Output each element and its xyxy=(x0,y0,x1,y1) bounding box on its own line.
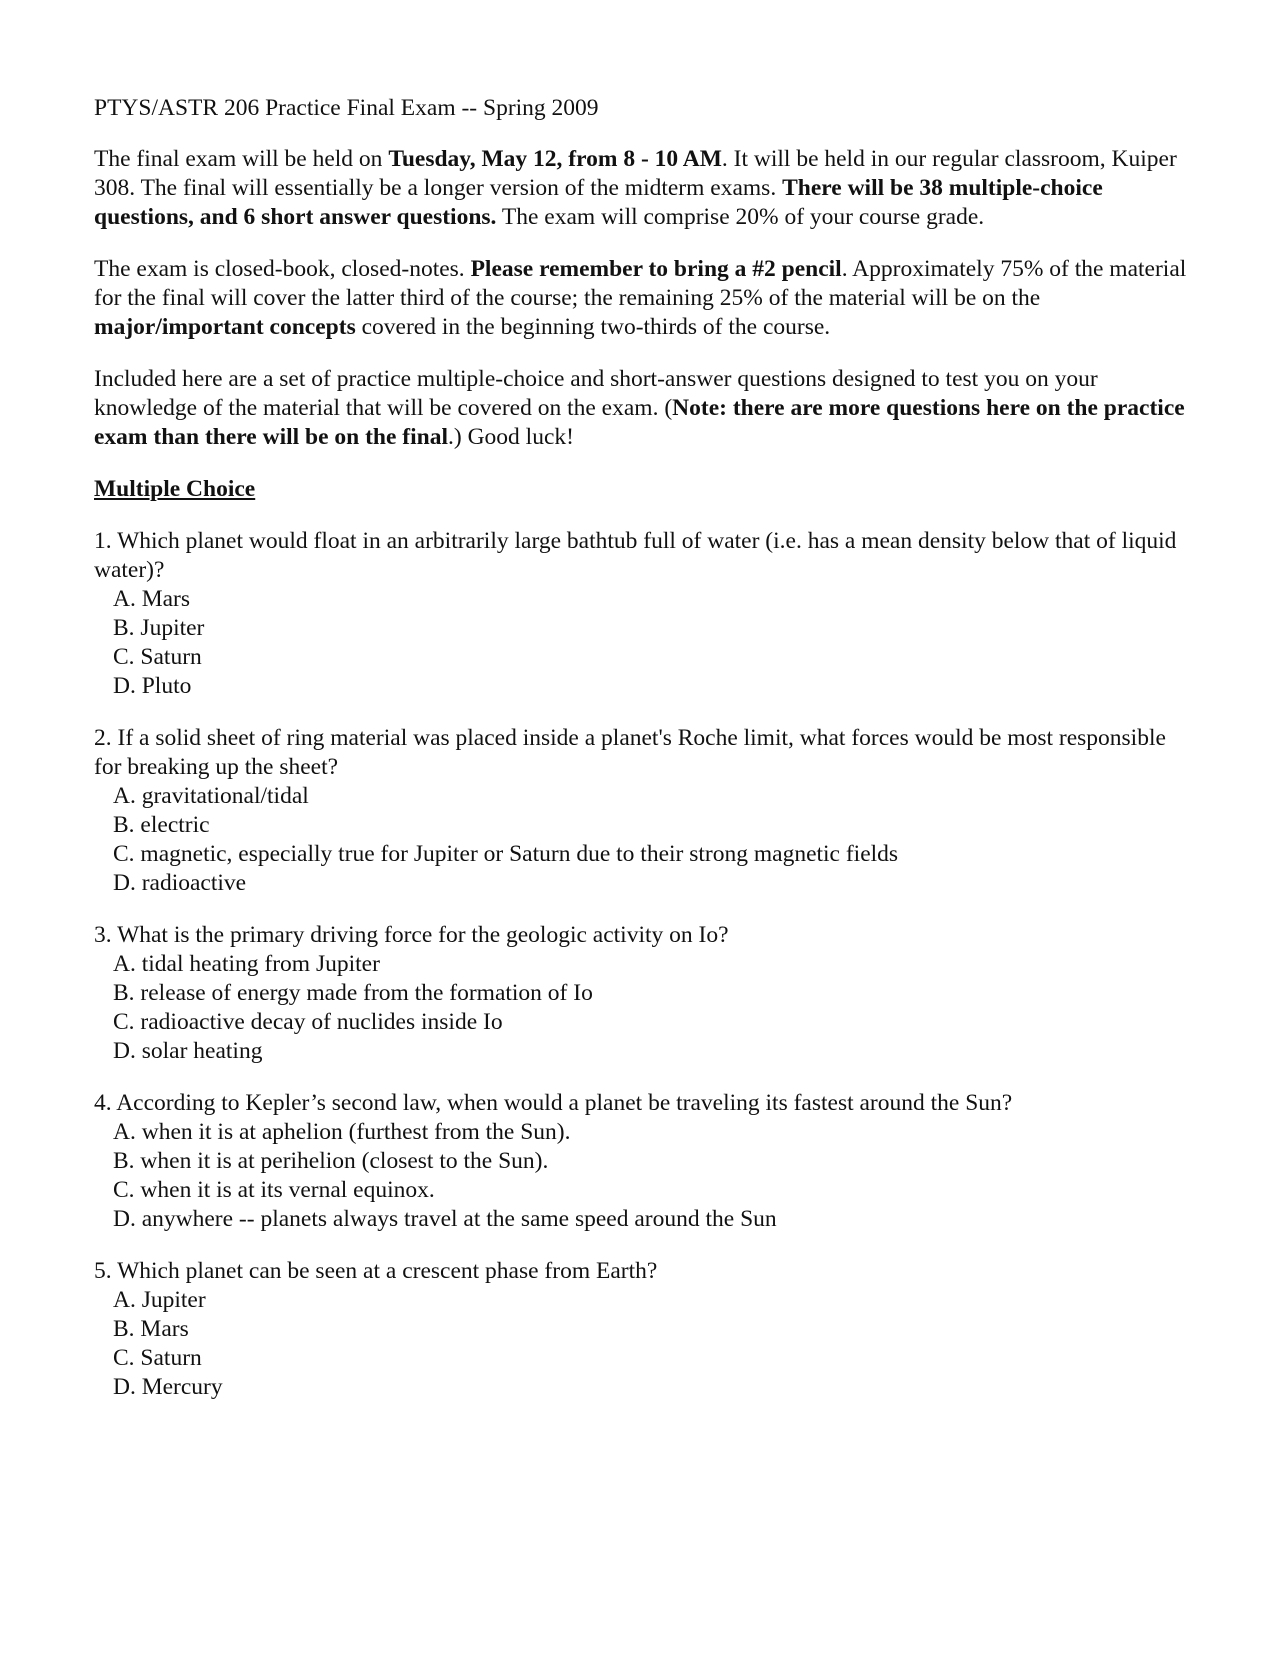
question-text: 1. Which planet would float in an arbitrarily large bathtub full of water (i.e. has a mean density below that of liquid water)? xyxy=(94,528,1177,583)
intro-text-bold: Tuesday, May 12, from 8 - 10 AM xyxy=(388,146,722,172)
answer-option: C. Saturn xyxy=(113,644,202,670)
exam-page xyxy=(94,94,1194,1425)
answer-option: B. Mars xyxy=(113,1316,189,1342)
answer-options xyxy=(94,950,1194,1066)
intro-text: . Approximately 75% of the material for the final will cover the latter third of the course; the remaining 25% of the material will be on the xyxy=(94,256,1187,311)
intro-text: . It will be held in our regular classroom, Kuiper 308. The final will essentially be a longer version of the midterm exams. xyxy=(94,146,1177,201)
answer-option: D. anywhere -- planets always travel at the same speed around the Sun xyxy=(113,1206,777,1232)
intro-text: The exam will comprise 20% of your course grade. xyxy=(496,204,985,230)
intro-text: The exam is closed-book, closed-notes. xyxy=(94,256,471,282)
answer-option: A. when it is at aphelion (furthest from the Sun). xyxy=(113,1119,571,1145)
answer-option: A. tidal heating from Jupiter xyxy=(113,951,380,977)
answer-option: D. Mercury xyxy=(113,1374,223,1400)
answer-option: A. Jupiter xyxy=(113,1287,206,1313)
answer-option: C. Saturn xyxy=(113,1345,202,1371)
answer-option: D. radioactive xyxy=(113,870,247,896)
answer-option: A. Mars xyxy=(113,586,191,612)
answer-options xyxy=(94,585,1194,701)
answer-option: C. radioactive decay of nuclides inside Io xyxy=(113,1009,503,1035)
question-4 xyxy=(94,1089,1194,1234)
answer-option: B. release of energy made from the formation of Io xyxy=(113,980,593,1006)
intro-text-bold: Please remember to bring a #2 pencil xyxy=(470,256,842,282)
intro-paragraph-schedule xyxy=(94,145,1194,232)
question-1 xyxy=(94,527,1194,701)
intro-paragraph-rules xyxy=(94,255,1194,342)
intro-text: covered in the beginning two-thirds of the course. xyxy=(355,314,831,340)
question-text: 3. What is the primary driving force for the geologic activity on Io? xyxy=(94,922,729,948)
answer-options xyxy=(94,1286,1194,1402)
answer-options xyxy=(94,1118,1194,1234)
intro-text: Included here are a set of practice multiple-choice and short-answer questions designed to test you on your knowledge of the material that will be covered on the exam. ( xyxy=(94,366,1098,421)
answer-option: C. when it is at its vernal equinox. xyxy=(113,1177,435,1203)
intro-text: The final exam will be held on xyxy=(94,146,389,172)
question-text: 4. According to Kepler’s second law, when would a planet be traveling its fastest around the Sun? xyxy=(94,1090,1013,1116)
question-5 xyxy=(94,1257,1194,1402)
answer-option: B. Jupiter xyxy=(113,615,205,641)
answer-option: D. solar heating xyxy=(113,1038,263,1064)
answer-option: C. magnetic, especially true for Jupiter or Saturn due to their strong magnetic fields xyxy=(113,841,899,867)
section-heading-multiple-choice: Multiple Choice xyxy=(94,476,256,502)
answer-option: B. electric xyxy=(113,812,210,838)
intro-text: .) Good luck! xyxy=(448,424,574,450)
question-3 xyxy=(94,921,1194,1066)
question-text: 2. If a solid sheet of ring material was placed inside a planet's Roche limit, what forces would be most responsible for breaking up the sheet? xyxy=(94,725,1166,780)
answer-option: B. when it is at perihelion (closest to the Sun). xyxy=(113,1148,549,1174)
intro-text-bold: major/important concepts xyxy=(94,314,356,340)
intro-paragraph-practice xyxy=(94,365,1194,452)
exam-title: PTYS/ASTR 206 Practice Final Exam -- Spring 2009 xyxy=(94,95,599,121)
question-text: 5. Which planet can be seen at a crescent phase from Earth? xyxy=(94,1258,658,1284)
question-2 xyxy=(94,724,1194,898)
answer-option: D. Pluto xyxy=(113,673,192,699)
intro-text-bold: Note: there are more questions here on the practice exam than there will be on the final xyxy=(94,395,1185,450)
answer-options xyxy=(94,782,1194,898)
intro-text-bold: There will be 38 multiple-choice questions, and 6 short answer questions. xyxy=(94,175,1103,230)
answer-option: A. gravitational/tidal xyxy=(113,783,309,809)
